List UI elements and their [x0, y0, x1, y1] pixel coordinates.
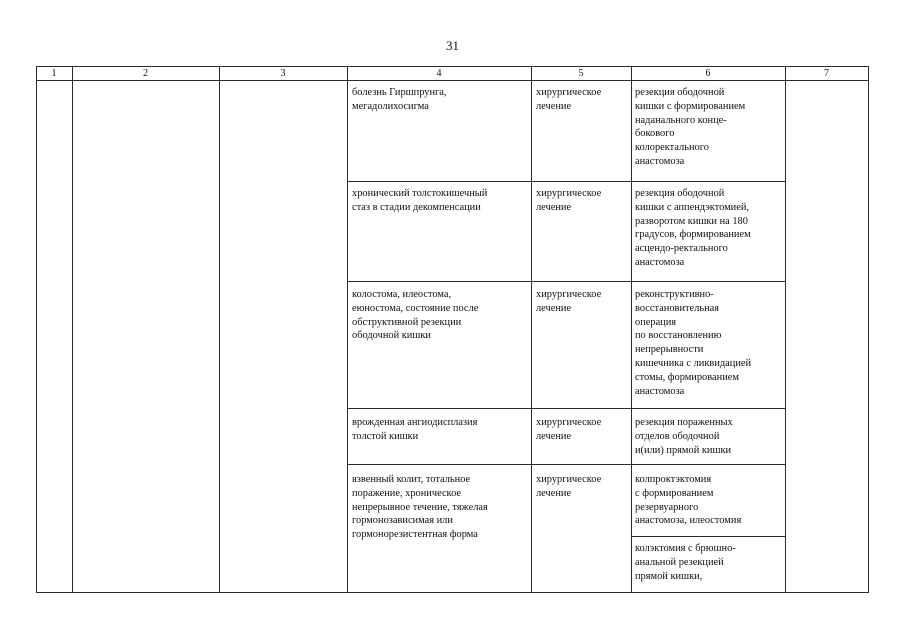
method-cell: резекция пораженных отделов ободочной и(или) прямой кишки: [635, 417, 733, 456]
diagnosis-cell: врожденная ангиодисплазия толстой кишки: [352, 417, 478, 442]
method-cell: реконструктивно- восстановительная операция по восстановлению непрерывности кишечника с ликвидацией стомы, формированием анастомоза: [635, 289, 752, 397]
column-header-3: 3: [280, 68, 286, 79]
treatment-type-cell: хирургическое лечение: [536, 417, 602, 442]
row-separator: [347, 281, 785, 282]
table-bottom-border: [36, 592, 868, 593]
column-line: [868, 66, 869, 593]
column-line: [785, 66, 786, 593]
method-cell: резекция ободочной кишки с формированием наданального конце- бокового колоректального анастомоза: [635, 87, 746, 167]
column-header-7: 7: [824, 68, 829, 79]
diagnosis-cell: хронический толстокишечный стаз в стадии декомпенсации: [352, 188, 488, 213]
column-header-1: 1: [51, 68, 57, 79]
column-line: [531, 66, 532, 593]
column-line: [72, 66, 73, 593]
method-cell: резекция ободочной кишки с аппендэктомией, разворотом кишки на 180 градусов, формированием асцендо-ректального анастомоза: [635, 188, 751, 268]
column-header-2: 2: [143, 68, 148, 79]
row-separator: [347, 181, 785, 182]
treatment-type-cell: хирургическое лечение: [536, 474, 602, 499]
column-line: [219, 66, 220, 593]
row-separator: [347, 408, 785, 409]
sub-row-separator: [631, 536, 785, 537]
column-line: [631, 66, 632, 593]
diagnosis-cell: язвенный колит, тотальное поражение, хроническое непрерывное течение, тяжелая гормонозависимая или гормонорезистентная форма: [352, 474, 488, 541]
diagnosis-cell: колостома, илеостома, еюностома, состояние после обструктивной резекции ободочной кишки: [352, 289, 479, 342]
row-separator: [347, 464, 785, 465]
column-header-6: 6: [705, 68, 711, 79]
treatment-type-cell: хирургическое лечение: [536, 188, 602, 213]
diagnosis-cell: болезнь Гиршпрунга, мегадолихосигма: [352, 87, 447, 112]
column-header-5: 5: [578, 68, 584, 79]
method-cell: колпроктэктомия с формированием резервуарного анастомоза, илеостомия: [635, 474, 742, 527]
method-cell: колэктомия с брюшно- анальной резекцией прямой кишки,: [635, 543, 736, 582]
treatment-type-cell: хирургическое лечение: [536, 87, 602, 112]
column-line: [347, 66, 348, 593]
treatment-type-cell: хирургическое лечение: [536, 289, 602, 314]
column-line: [36, 66, 37, 593]
page-number: 31: [446, 38, 459, 53]
column-header-4: 4: [436, 68, 442, 79]
